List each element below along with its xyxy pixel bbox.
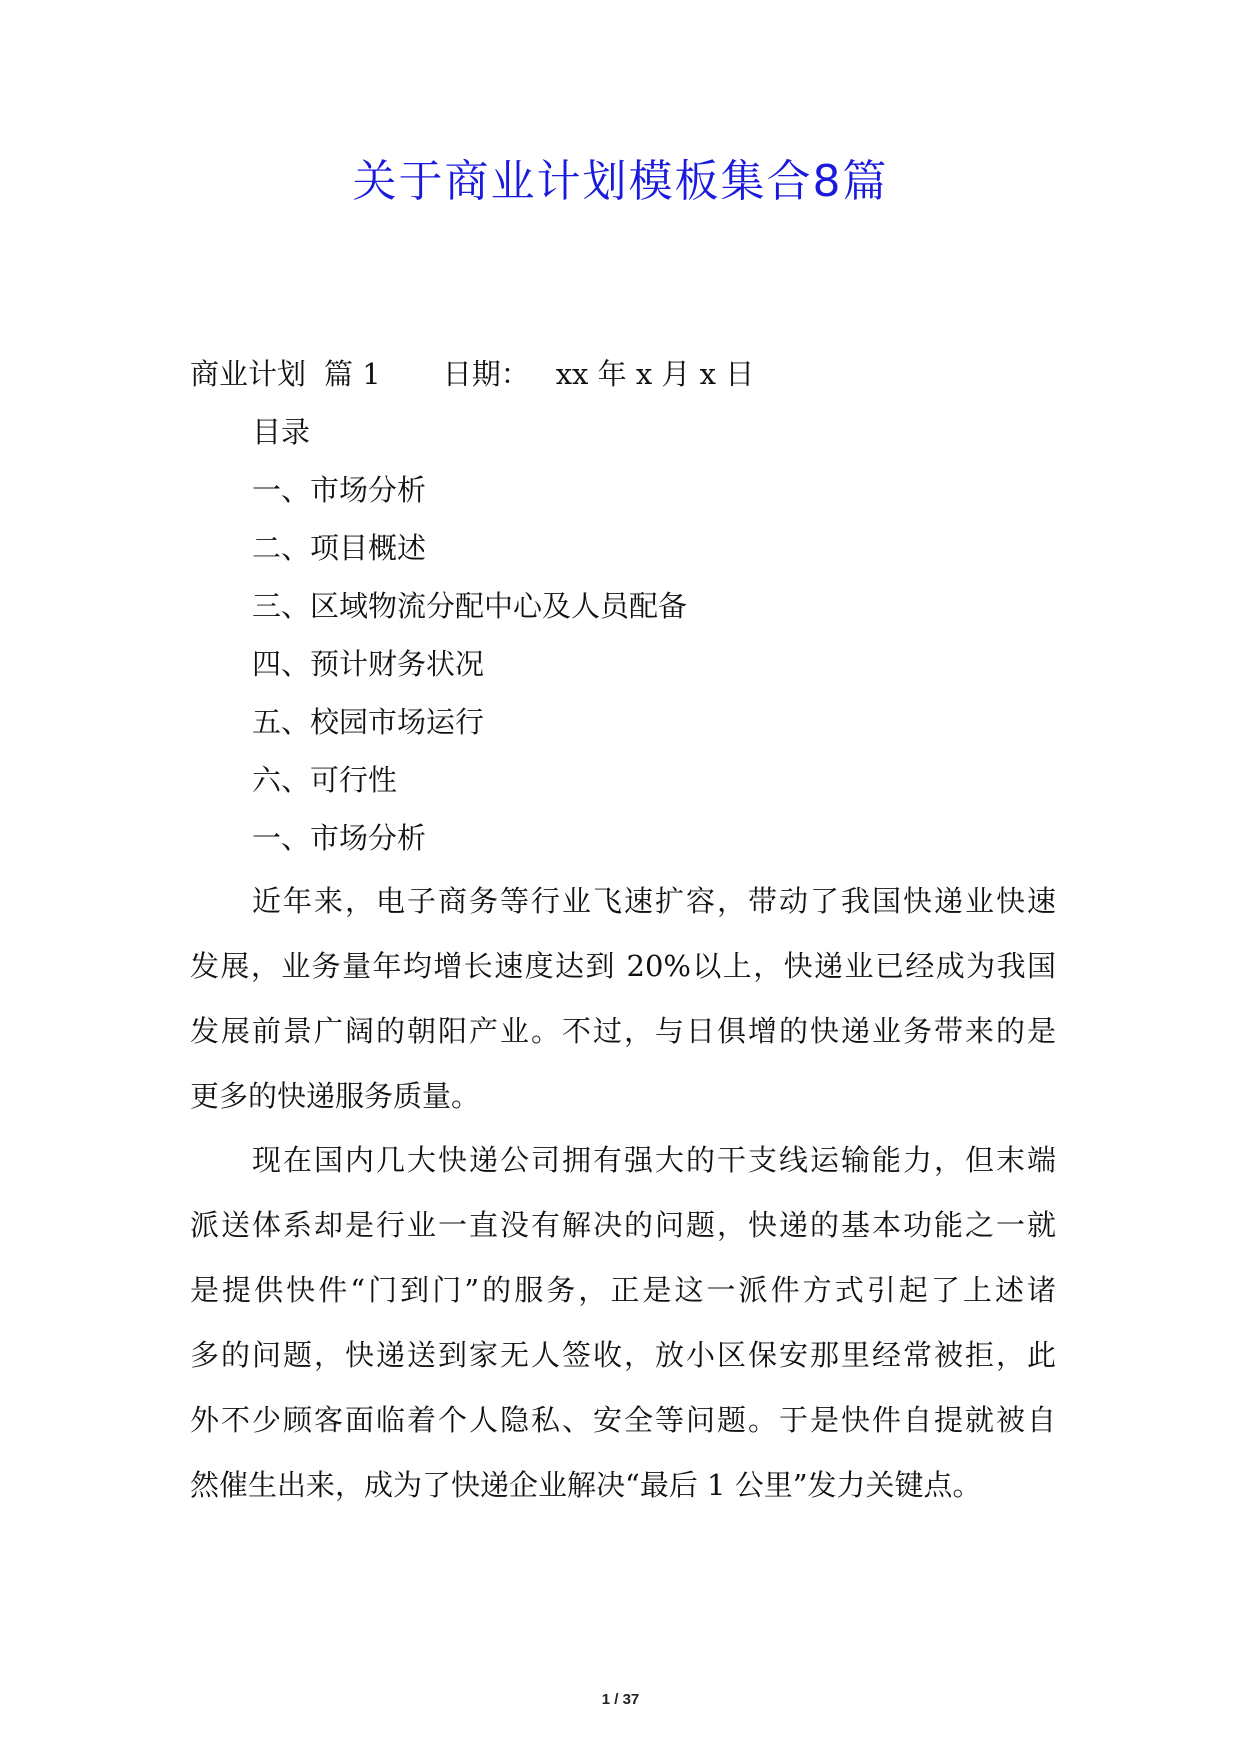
toc-item-feasibility: 六、可行性 bbox=[252, 763, 398, 797]
paragraph-line: 更多的快递服务质量。 bbox=[190, 1079, 481, 1113]
paragraph-line: 多的问题，快递送到家无人签收，放小区保安那里经常被拒，此 bbox=[190, 1338, 1056, 1372]
paragraph-line: 然催生出来，成为了快递企业解决“最后 1 公里”发力关键点。 bbox=[190, 1468, 982, 1502]
paragraph-line: 发展前景广阔的朝阳产业。不过，与日俱增的快递业务带来的是 bbox=[190, 1014, 1056, 1048]
plan-header-line bbox=[190, 352, 754, 396]
paragraph-market-growth bbox=[190, 869, 1056, 1129]
paragraph-line: 是提供快件“门到门”的服务，正是这一派件方式引起了上述诸 bbox=[190, 1273, 1056, 1307]
toc-item-logistics-center: 三、区域物流分配中心及人员配备 bbox=[252, 589, 688, 623]
paragraph-line: 外不少顾客面临着个人隐私、安全等问题。于是快件自提就被自 bbox=[190, 1403, 1056, 1437]
document-title: 关于商业计划模板集合8篇 bbox=[352, 156, 889, 207]
toc-item-financial-status: 四、预计财务状况 bbox=[252, 647, 485, 681]
toc-item-campus-market: 五、校园市场运行 bbox=[252, 705, 485, 739]
paragraph-last-mile bbox=[190, 1128, 1056, 1518]
toc-item-market-analysis: 一、市场分析 bbox=[252, 473, 427, 507]
section-heading-market-analysis: 一、市场分析 bbox=[252, 821, 427, 855]
date-label: 日期： bbox=[442, 357, 530, 391]
date-value: xx 年 x 月 x 日 bbox=[555, 357, 755, 391]
section-label: 篇 1 bbox=[324, 357, 381, 391]
plan-label: 商业计划 bbox=[190, 357, 307, 391]
paragraph-line: 近年来，电子商务等行业飞速扩容，带动了我国快递业快速 bbox=[252, 884, 1056, 918]
paragraph-line: 派送体系却是行业一直没有解决的问题，快递的基本功能之一就 bbox=[190, 1208, 1056, 1242]
toc-item-project-overview: 二、项目概述 bbox=[252, 531, 427, 565]
toc-heading: 目录 bbox=[252, 415, 311, 449]
paragraph-line: 现在国内几大快递公司拥有强大的干支线运输能力，但末端 bbox=[252, 1143, 1056, 1177]
page-number: 1 / 37 bbox=[601, 1691, 640, 1708]
paragraph-line: 发展，业务量年均增长速度达到 20%以上，快递业已经成为我国 bbox=[190, 949, 1056, 983]
